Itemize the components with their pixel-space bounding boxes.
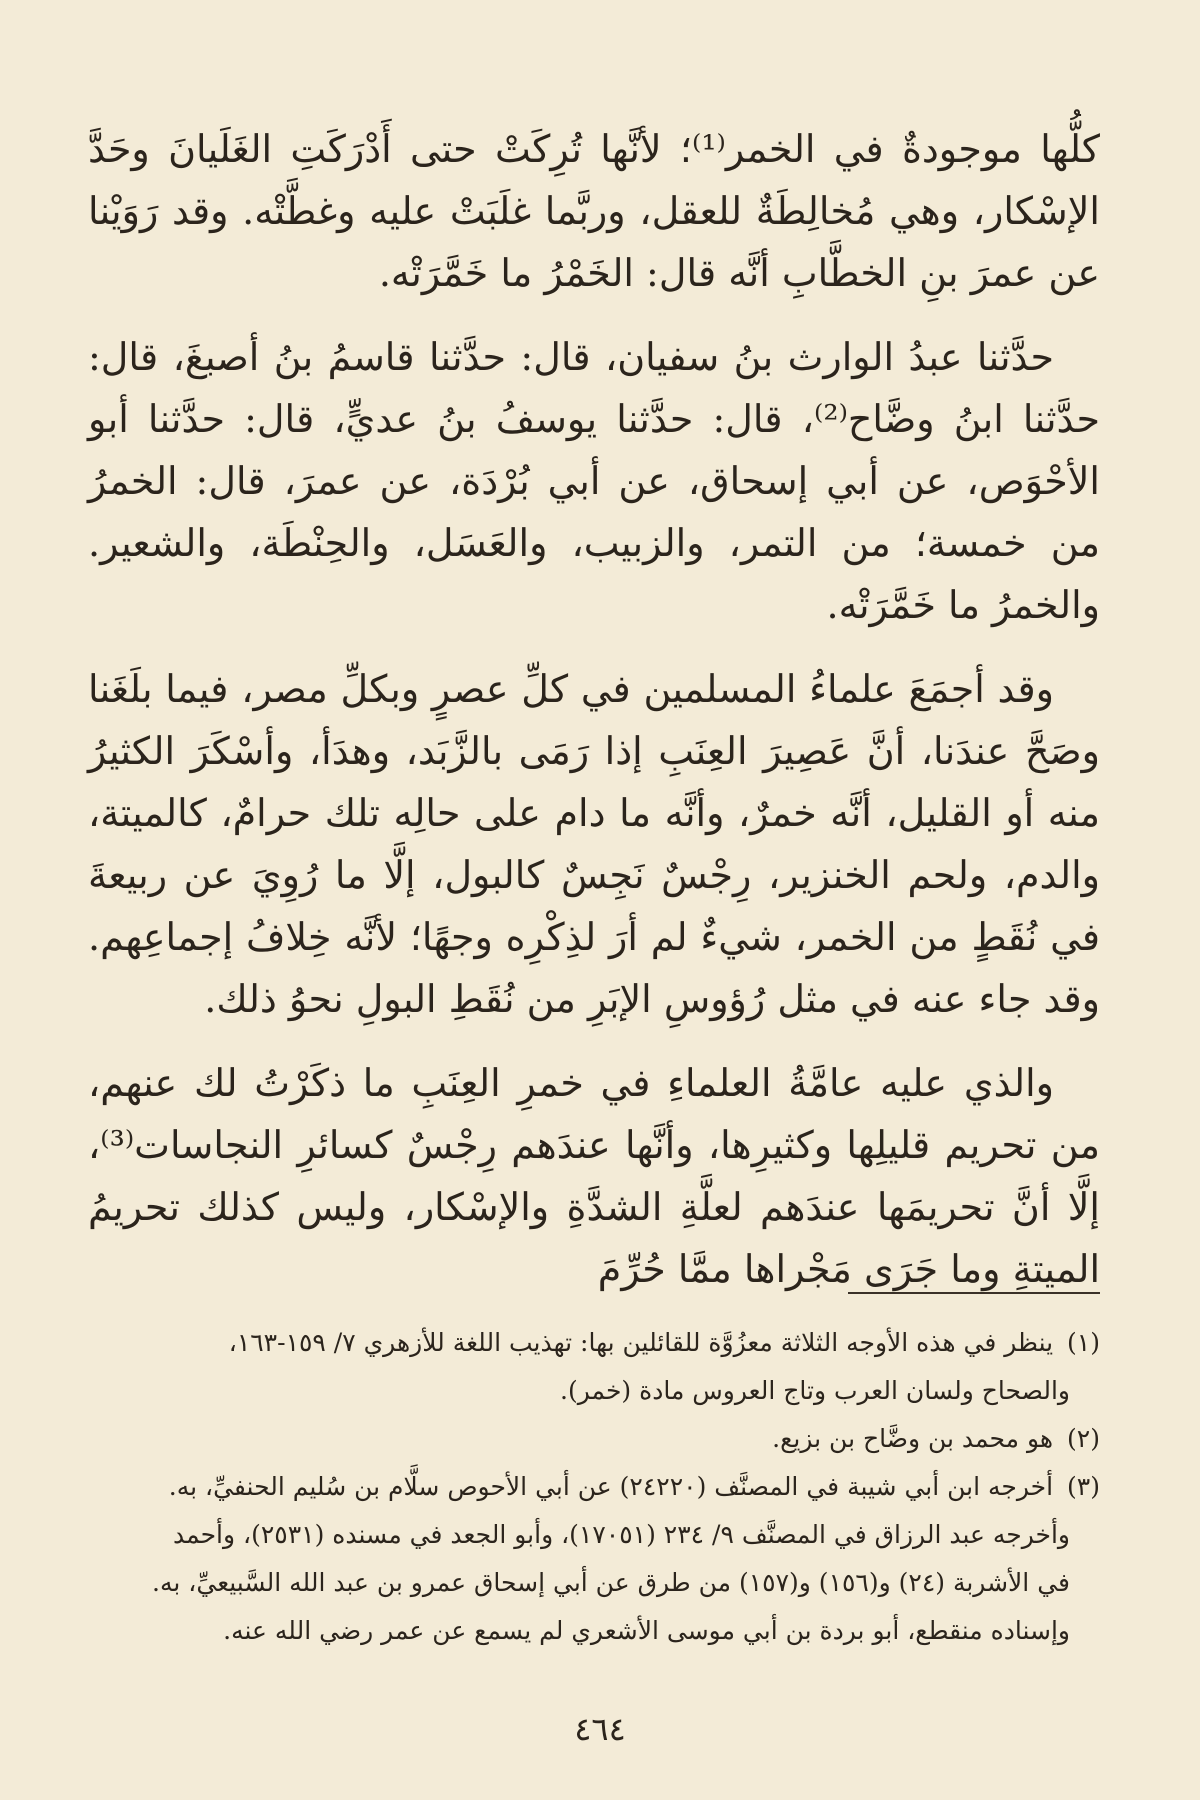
footnote-number: (١): [1067, 1328, 1100, 1357]
footnote-number: (٢): [1067, 1424, 1100, 1453]
footnote-3: [110, 1464, 1100, 1510]
footnote-text: هو محمد بن وضَّاح بن بزيع.: [772, 1424, 1054, 1453]
footnote-text: ينظر في هذه الأوجه الثلاثة معزُوَّة للقائلين بها: تهذيب اللغة للأزهري ٧/ ١٥٩-١٦٣،: [228, 1328, 1054, 1357]
main-text: [88, 118, 1100, 1322]
footnote-continuation: في الأشربة (٢٤) و(١٥٦) و(١٥٧) من طرق عن أبي إسحاق عمرو بن عبد الله السَّبيعيِّ، به.: [152, 1568, 1070, 1597]
footnote-continuation: وإسناده منقطع، أبو بردة بن أبي موسى الأشعري لم يسمع عن عمر رضي الله عنه.: [223, 1616, 1070, 1645]
footnote-continuation: وأخرجه عبد الرزاق في المصنَّف ٩/ ٢٣٤ (١٧٠٥١)، وأبو الجعد في مسنده (٢٥٣١)، وأحمد: [173, 1520, 1070, 1549]
paragraph-3: وقد أجمَعَ علماءُ المسلمين في كلِّ عصرٍ وبكلِّ مصر، فيما بلَغَنا وصَحَّ عندَنا، أنَّ عَصِيرَ العِنَبِ إذا رَمَى بالزَّبَد، وهدَأ، وأسْكَرَ الكثيرُ منه أو القليل، أنَّه خمرٌ، وأنَّه ما دام على حالِه تلك حرامٌ، كالميتة، والدم، ولحم الخنزير، رِجْسٌ نَجِسٌ كالبول، إلَّا ما رُوِيَ عن ربيعةَ في نُقَطٍ من الخمر، شيءٌ لم أرَ لذِكْرِه وجهًا؛ لأنَّه خِلافُ إجماعِهم. وقد جاء عنه في مثل رُؤوسِ الإبَرِ من نُقَطِ البولِ نحوُ ذلك.: [88, 667, 1100, 1021]
paragraph-1: كلُّها موجودةٌ في الخمر⁽¹⁾؛ لأنَّها تُرِكَتْ حتى أَدْرَكَتِ الغَلَيانَ وحَدَّ الإسْكار، وهي مُخالِطَةٌ للعقل، وربَّما غلَبَتْ عليه وغطَّتْه. وقد رَوَيْنا عن عمرَ بنِ الخطَّابِ أنَّه قال: الخَمْرُ ما خَمَّرَتْه.: [88, 127, 1100, 295]
footnote-number: (٣): [1067, 1472, 1100, 1501]
footnote-text: أخرجه ابن أبي شيبة في المصنَّف (٢٤٢٢٠) عن أبي الأحوص سلَّام بن سُليم الحنفيِّ، به.: [168, 1472, 1054, 1501]
footnote-1: [110, 1320, 1100, 1366]
page-number: ٤٦٤: [574, 1710, 626, 1748]
paragraph-4: والذي عليه عامَّةُ العلماءِ في خمرِ العِنَبِ ما ذكَرْتُ لك عنهم، من تحريم قليلِها وكثيرِها، وأنَّها عندَهم رِجْسٌ كسائرِ النجاسات⁽³⁾، إلَّا أنَّ تحريمَها عندَهم لعلَّةِ الشدَّةِ والإسْكار، وليس كذلك تحريمُ الميتةِ وما جَرَى مَجْراها ممَّا حُرِّمَ: [88, 1061, 1100, 1291]
footnote-2: [110, 1416, 1100, 1462]
footnotes: [110, 1320, 1100, 1656]
footnote-divider: [848, 1292, 1100, 1294]
paragraph-2: حدَّثنا عبدُ الوارث بنُ سفيان، قال: حدَّثنا قاسمُ بنُ أصبغَ، قال: حدَّثنا ابنُ وضَّاح⁽²⁾، قال: حدَّثنا يوسفُ بنُ عديٍّ، قال: حدَّثنا أبو الأحْوَص، عن أبي إسحاق، عن أبي بُرْدَة، عن عمرَ، قال: الخمرُ من خمسة؛ من التمر، والزبيب، والعَسَل، والحِنْطَة، والشعير. والخمرُ ما خَمَّرَتْه.: [88, 335, 1100, 627]
footnote-continuation: والصحاح ولسان العرب وتاج العروس مادة (خمر).: [560, 1376, 1070, 1405]
